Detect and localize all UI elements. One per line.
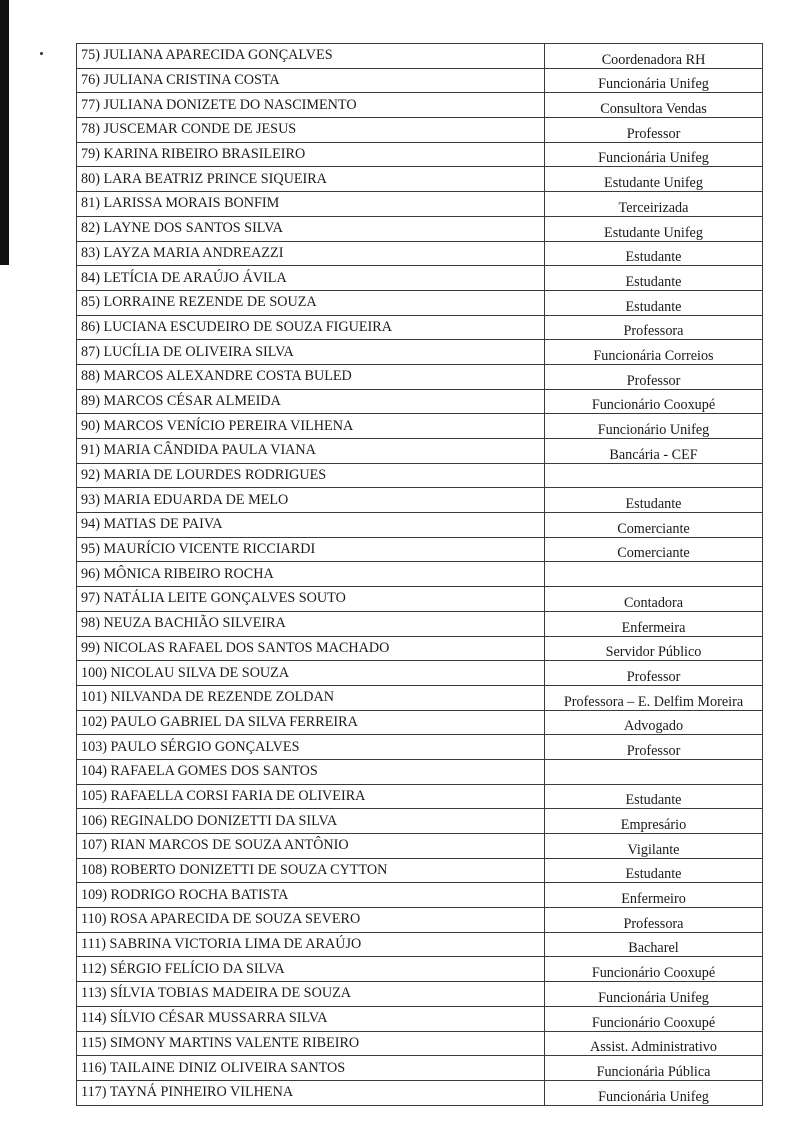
attendee-role — [545, 463, 763, 488]
attendee-name: 88) MARCOS ALEXANDRE COSTA BULED — [77, 364, 545, 389]
attendee-name: 77) JULIANA DONIZETE DO NASCIMENTO — [77, 93, 545, 118]
table-row — [77, 315, 763, 340]
attendee-role: Estudante — [545, 488, 763, 513]
attendee-role: Funcionária Unifeg — [545, 142, 763, 167]
attendee-name: 100) NICOLAU SILVA DE SOUZA — [77, 661, 545, 686]
table-row — [77, 93, 763, 118]
table-row — [77, 118, 763, 143]
table-row — [77, 834, 763, 859]
attendee-name: 84) LETÍCIA DE ARAÚJO ÁVILA — [77, 266, 545, 291]
attendee-role: Professora — [545, 315, 763, 340]
table-row — [77, 685, 763, 710]
table-row — [77, 537, 763, 562]
attendee-name: 107) RIAN MARCOS DE SOUZA ANTÔNIO — [77, 834, 545, 859]
attendee-role: Estudante — [545, 266, 763, 291]
attendee-name: 91) MARIA CÂNDIDA PAULA VIANA — [77, 439, 545, 464]
attendee-role: Estudante — [545, 858, 763, 883]
attendee-role: Comerciante — [545, 537, 763, 562]
attendee-role: Professora – E. Delfim Moreira — [545, 685, 763, 710]
attendee-role: Funcionária Pública — [545, 1056, 763, 1081]
attendee-name: 101) NILVANDA DE REZENDE ZOLDAN — [77, 685, 545, 710]
attendee-name: 112) SÉRGIO FELÍCIO DA SILVA — [77, 957, 545, 982]
attendee-role: Funcionária Unifeg — [545, 982, 763, 1007]
table-row — [77, 364, 763, 389]
table-row — [77, 1056, 763, 1081]
attendee-role: Funcionário Unifeg — [545, 414, 763, 439]
table-row — [77, 463, 763, 488]
table-row — [77, 908, 763, 933]
table-row — [77, 142, 763, 167]
attendee-name: 95) MAURÍCIO VICENTE RICCIARDI — [77, 537, 545, 562]
table-row — [77, 710, 763, 735]
attendee-name: 116) TAILAINE DINIZ OLIVEIRA SANTOS — [77, 1056, 545, 1081]
scan-speck — [40, 52, 43, 55]
table-row — [77, 932, 763, 957]
attendee-role: Estudante — [545, 290, 763, 315]
attendee-name: 98) NEUZA BACHIÃO SILVEIRA — [77, 611, 545, 636]
attendee-role: Bancária - CEF — [545, 439, 763, 464]
attendee-role: Empresário — [545, 809, 763, 834]
attendee-role: Coordenadora RH — [545, 44, 763, 69]
attendee-role: Comerciante — [545, 513, 763, 538]
attendee-name: 86) LUCIANA ESCUDEIRO DE SOUZA FIGUEIRA — [77, 315, 545, 340]
attendee-name: 111) SABRINA VICTORIA LIMA DE ARAÚJO — [77, 932, 545, 957]
attendee-role: Funcionária Unifeg — [545, 1080, 763, 1105]
table-row — [77, 68, 763, 93]
attendee-role: Estudante Unifeg — [545, 216, 763, 241]
attendee-name: 79) KARINA RIBEIRO BRASILEIRO — [77, 142, 545, 167]
attendee-name: 92) MARIA DE LOURDES RODRIGUES — [77, 463, 545, 488]
attendee-name: 106) REGINALDO DONIZETTI DA SILVA — [77, 809, 545, 834]
table-row — [77, 439, 763, 464]
attendee-role: Enfermeiro — [545, 883, 763, 908]
table-row — [77, 735, 763, 760]
table-row — [77, 784, 763, 809]
attendee-name: 87) LUCÍLIA DE OLIVEIRA SILVA — [77, 340, 545, 365]
attendee-name: 105) RAFAELLA CORSI FARIA DE OLIVEIRA — [77, 784, 545, 809]
table-row — [77, 883, 763, 908]
table-row — [77, 636, 763, 661]
attendee-role: Funcionária Unifeg — [545, 68, 763, 93]
attendee-role: Funcionária Correios — [545, 340, 763, 365]
table-row — [77, 858, 763, 883]
table-row — [77, 192, 763, 217]
table-row — [77, 216, 763, 241]
table-row — [77, 290, 763, 315]
attendee-role: Bacharel — [545, 932, 763, 957]
attendee-role: Estudante — [545, 241, 763, 266]
table-row — [77, 266, 763, 291]
table-row — [77, 241, 763, 266]
table-row — [77, 562, 763, 587]
attendee-role — [545, 562, 763, 587]
attendee-name: 115) SIMONY MARTINS VALENTE RIBEIRO — [77, 1031, 545, 1056]
attendee-name: 117) TAYNÁ PINHEIRO VILHENA — [77, 1080, 545, 1105]
attendee-role: Professor — [545, 364, 763, 389]
attendee-name: 104) RAFAELA GOMES DOS SANTOS — [77, 759, 545, 784]
attendee-name: 94) MATIAS DE PAIVA — [77, 513, 545, 538]
table-row — [77, 167, 763, 192]
attendee-name: 76) JULIANA CRISTINA COSTA — [77, 68, 545, 93]
attendee-name: 90) MARCOS VENÍCIO PEREIRA VILHENA — [77, 414, 545, 439]
table-row — [77, 44, 763, 69]
table-row — [77, 414, 763, 439]
attendee-name: 75) JULIANA APARECIDA GONÇALVES — [77, 44, 545, 69]
attendee-name: 81) LARISSA MORAIS BONFIM — [77, 192, 545, 217]
attendee-role: Vigilante — [545, 834, 763, 859]
attendee-role: Funcionário Cooxupé — [545, 1006, 763, 1031]
attendee-name: 99) NICOLAS RAFAEL DOS SANTOS MACHADO — [77, 636, 545, 661]
attendee-role: Contadora — [545, 587, 763, 612]
table-row — [77, 587, 763, 612]
attendee-role: Professor — [545, 735, 763, 760]
table-row — [77, 340, 763, 365]
attendee-table — [76, 43, 763, 1106]
attendee-name: 78) JUSCEMAR CONDE DE JESUS — [77, 118, 545, 143]
attendee-role: Professor — [545, 118, 763, 143]
attendee-role: Funcionário Cooxupé — [545, 389, 763, 414]
attendee-table-body — [77, 44, 763, 1106]
attendee-name: 109) RODRIGO ROCHA BATISTA — [77, 883, 545, 908]
table-row — [77, 759, 763, 784]
attendee-name: 83) LAYZA MARIA ANDREAZZI — [77, 241, 545, 266]
table-row — [77, 389, 763, 414]
attendee-name: 82) LAYNE DOS SANTOS SILVA — [77, 216, 545, 241]
attendee-role: Assist. Administrativo — [545, 1031, 763, 1056]
attendee-name: 114) SÍLVIO CÉSAR MUSSARRA SILVA — [77, 1006, 545, 1031]
attendee-name: 113) SÍLVIA TOBIAS MADEIRA DE SOUZA — [77, 982, 545, 1007]
table-row — [77, 1006, 763, 1031]
attendee-name: 110) ROSA APARECIDA DE SOUZA SEVERO — [77, 908, 545, 933]
attendee-name: 85) LORRAINE REZENDE DE SOUZA — [77, 290, 545, 315]
table-row — [77, 488, 763, 513]
table-row — [77, 1031, 763, 1056]
table-row — [77, 661, 763, 686]
attendee-role: Estudante — [545, 784, 763, 809]
table-row — [77, 611, 763, 636]
attendee-role: Servidor Público — [545, 636, 763, 661]
attendee-name: 102) PAULO GABRIEL DA SILVA FERREIRA — [77, 710, 545, 735]
attendee-role: Professor — [545, 661, 763, 686]
table-row — [77, 1080, 763, 1105]
table-row — [77, 809, 763, 834]
attendee-role: Estudante Unifeg — [545, 167, 763, 192]
attendee-name: 96) MÔNICA RIBEIRO ROCHA — [77, 562, 545, 587]
scan-edge-shadow — [0, 0, 9, 265]
attendee-role: Advogado — [545, 710, 763, 735]
table-row — [77, 513, 763, 538]
attendee-name: 80) LARA BEATRIZ PRINCE SIQUEIRA — [77, 167, 545, 192]
attendee-role: Professora — [545, 908, 763, 933]
attendee-name: 89) MARCOS CÉSAR ALMEIDA — [77, 389, 545, 414]
attendee-role — [545, 759, 763, 784]
attendee-role: Funcionário Cooxupé — [545, 957, 763, 982]
attendee-role: Consultora Vendas — [545, 93, 763, 118]
attendee-name: 93) MARIA EDUARDA DE MELO — [77, 488, 545, 513]
attendee-role: Enfermeira — [545, 611, 763, 636]
attendee-name: 97) NATÁLIA LEITE GONÇALVES SOUTO — [77, 587, 545, 612]
table-row — [77, 982, 763, 1007]
attendee-role: Terceirizada — [545, 192, 763, 217]
attendee-name: 103) PAULO SÉRGIO GONÇALVES — [77, 735, 545, 760]
table-row — [77, 957, 763, 982]
attendee-name: 108) ROBERTO DONIZETTI DE SOUZA CYTTON — [77, 858, 545, 883]
